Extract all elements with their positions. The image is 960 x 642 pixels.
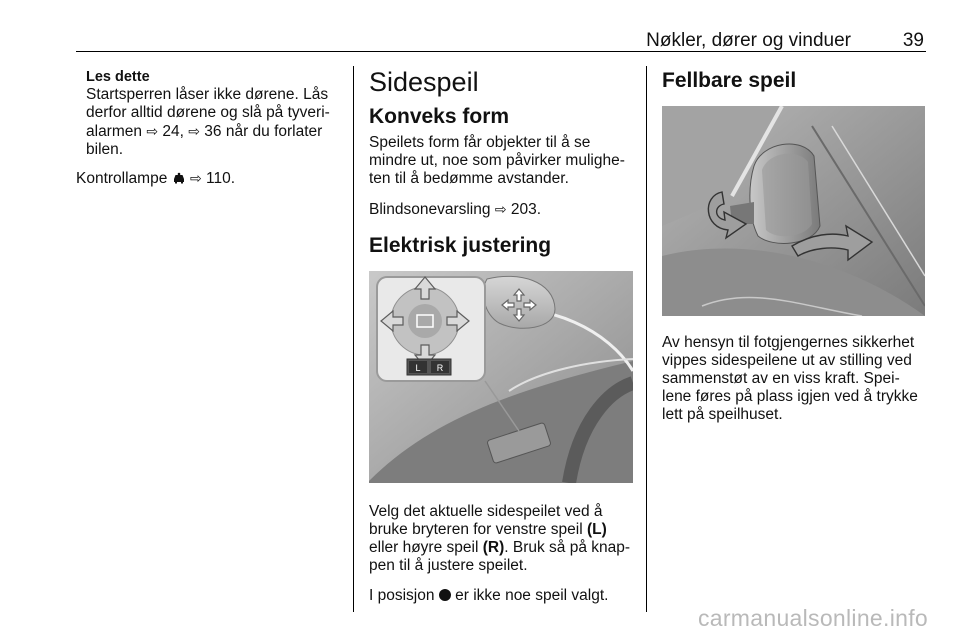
convex-heading: Konveks form [369, 105, 510, 128]
column-middle [369, 66, 633, 617]
blind-spot-paragraph: Blindsonevarsling ⇨ 203. [369, 201, 542, 218]
note-line: Startsperren låser ikke dørene. Lås [86, 86, 329, 103]
folding-mirror-illustration [662, 106, 925, 316]
column-divider-1 [353, 66, 354, 612]
section-title: Sidespeil [369, 67, 479, 97]
folding-heading: Fellbare speil [662, 69, 797, 92]
note-heading: Les dette [86, 69, 150, 85]
page-ref-link[interactable]: 203. [510, 201, 542, 218]
page-ref-link[interactable]: 110. [206, 170, 236, 187]
watermark: carmanualsonline.info [697, 605, 928, 631]
outline-arrow-right-icon: ⇨ [494, 201, 507, 217]
note-line: alarmen ⇨ 24, ⇨ 36 når du forlater [86, 123, 323, 140]
page-number: 39 [902, 30, 924, 51]
outline-arrow-right-icon: ⇨ [189, 170, 202, 186]
neutral-position-paragraph: I posisjon er ikke noe speil valgt. [369, 587, 609, 604]
switch-label-right: R [436, 363, 444, 373]
car-alarm-icon [172, 170, 190, 187]
page-header [76, 30, 926, 52]
outline-arrow-right-icon: ⇨ [188, 123, 200, 139]
note-line: derfor alltid dørene og slå på tyveri- [86, 104, 330, 121]
header-rule [76, 51, 926, 52]
folding-paragraph: Av hensyn til fotgjengernes sikkerhet vippes sidespeilene ut av stilling ved sammenstøt av en viss kraft. Spei-lene føres på plass igjen ved å trykke lett på speilhuset. [662, 334, 918, 423]
note-line: bilen. [86, 141, 124, 158]
outline-arrow-right-icon: ⇨ [146, 123, 159, 139]
column-left [76, 68, 338, 200]
lr-switch [407, 359, 451, 375]
electric-heading: Elektrisk justering [369, 234, 552, 257]
select-mirror-paragraph: Velg det aktuelle sidespeilet ved å bruke bryteren for venstre speil (L) eller høyre speil (R). Bruk så på knap-pen til å justere speilet. [369, 503, 631, 574]
column-right [662, 66, 927, 436]
indicator-paragraph: Kontrollampe ⇨ 110. [76, 170, 236, 187]
page-ref-link[interactable]: 36 når du forlater [204, 123, 323, 140]
page-ref-link[interactable]: 24, [162, 123, 184, 140]
filled-circle-icon [439, 589, 451, 601]
column-divider-2 [646, 66, 647, 612]
switch-label-left: L [415, 363, 421, 373]
convex-paragraph: Speilets form får objekter til å se mindre ut, noe som påvirker mulighe-ten til å bedømme avstander. [369, 134, 625, 187]
note-box [76, 68, 338, 159]
chapter-title: Nøkler, dører og vinduer [646, 30, 851, 51]
mirror-switch-illustration [369, 271, 633, 483]
